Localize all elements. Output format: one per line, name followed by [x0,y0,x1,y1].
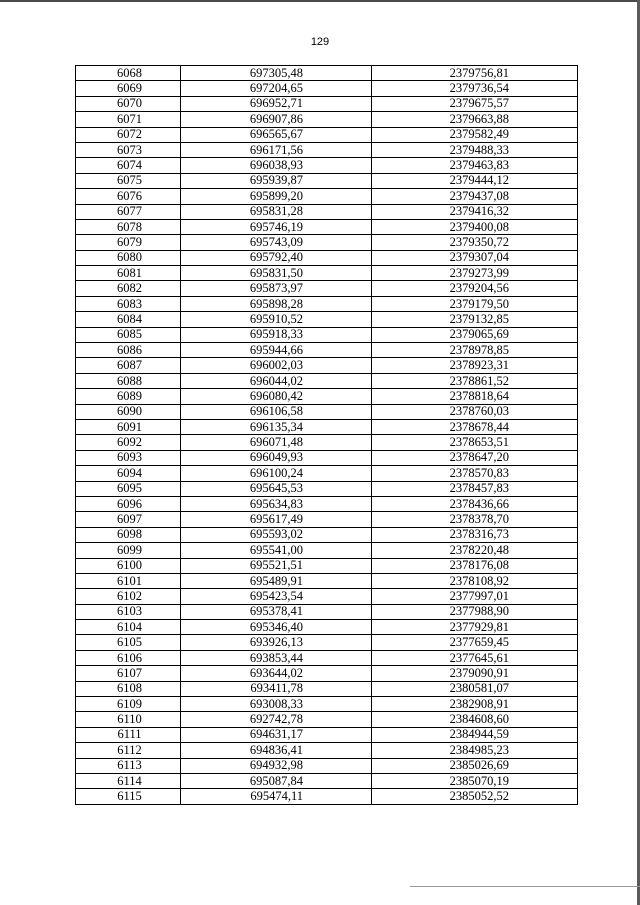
point-number-cell: 6082 [76,281,181,296]
table-row [76,343,578,358]
table-row [76,466,578,481]
point-number-cell: 6096 [76,496,181,511]
y-coordinate-cell: 2378176,08 [372,558,578,573]
table-row [76,142,578,157]
y-coordinate-cell: 2377659,45 [372,635,578,650]
table-row [76,481,578,496]
point-number-cell: 6079 [76,235,181,250]
x-coordinate-cell: 695944,66 [181,343,372,358]
point-number-cell: 6084 [76,312,181,327]
y-coordinate-cell: 2377988,90 [372,604,578,619]
x-coordinate-cell: 695831,28 [181,204,372,219]
table-row [76,635,578,650]
y-coordinate-cell: 2382908,91 [372,697,578,712]
x-coordinate-cell: 696106,58 [181,404,372,419]
x-coordinate-cell: 696038,93 [181,158,372,173]
table-row [76,389,578,404]
y-coordinate-cell: 2379416,32 [372,204,578,219]
point-number-cell: 6071 [76,112,181,127]
y-coordinate-cell: 2379132,85 [372,312,578,327]
point-number-cell: 6101 [76,573,181,588]
point-number-cell: 6113 [76,758,181,773]
x-coordinate-cell: 695746,19 [181,219,372,234]
point-number-cell: 6093 [76,450,181,465]
point-number-cell: 6087 [76,358,181,373]
table-row [76,527,578,542]
point-number-cell: 6107 [76,666,181,681]
scan-line-bottom [410,886,640,887]
point-number-cell: 6110 [76,712,181,727]
y-coordinate-cell: 2378861,52 [372,373,578,388]
x-coordinate-cell: 696952,71 [181,96,372,111]
table-row [76,312,578,327]
table-row [76,743,578,758]
x-coordinate-cell: 693644,02 [181,666,372,681]
x-coordinate-cell: 695423,54 [181,589,372,604]
x-coordinate-cell: 695521,51 [181,558,372,573]
point-number-cell: 6105 [76,635,181,650]
table-row [76,604,578,619]
point-number-cell: 6100 [76,558,181,573]
x-coordinate-cell: 697204,65 [181,81,372,96]
y-coordinate-cell: 2384944,59 [372,727,578,742]
y-coordinate-cell: 2384608,60 [372,712,578,727]
x-coordinate-cell: 696565,67 [181,127,372,142]
x-coordinate-cell: 694631,17 [181,727,372,742]
y-coordinate-cell: 2378678,44 [372,419,578,434]
x-coordinate-cell: 695489,91 [181,573,372,588]
table-row [76,697,578,712]
table-row [76,127,578,142]
point-number-cell: 6098 [76,527,181,542]
table-row [76,173,578,188]
x-coordinate-cell: 693008,33 [181,697,372,712]
table-row [76,327,578,342]
x-coordinate-cell: 695593,02 [181,527,372,542]
table-row [76,81,578,96]
point-number-cell: 6083 [76,296,181,311]
x-coordinate-cell: 695899,20 [181,189,372,204]
table-row [76,650,578,665]
coordinates-table [75,65,578,805]
y-coordinate-cell: 2379463,83 [372,158,578,173]
y-coordinate-cell: 2379204,56 [372,281,578,296]
x-coordinate-cell: 695474,11 [181,789,372,804]
y-coordinate-cell: 2379444,12 [372,173,578,188]
point-number-cell: 6092 [76,435,181,450]
table-row [76,358,578,373]
table-row [76,435,578,450]
x-coordinate-cell: 696171,56 [181,142,372,157]
y-coordinate-cell: 2378647,20 [372,450,578,465]
point-number-cell: 6109 [76,697,181,712]
y-coordinate-cell: 2377997,01 [372,589,578,604]
point-number-cell: 6108 [76,681,181,696]
point-number-cell: 6111 [76,727,181,742]
point-number-cell: 6090 [76,404,181,419]
table-row [76,189,578,204]
point-number-cell: 6078 [76,219,181,234]
point-number-cell: 6077 [76,204,181,219]
point-number-cell: 6081 [76,266,181,281]
x-coordinate-cell: 694836,41 [181,743,372,758]
y-coordinate-cell: 2379437,08 [372,189,578,204]
table-row [76,373,578,388]
y-coordinate-cell: 2377645,61 [372,650,578,665]
point-number-cell: 6080 [76,250,181,265]
point-number-cell: 6089 [76,389,181,404]
y-coordinate-cell: 2377929,81 [372,620,578,635]
table-row [76,512,578,527]
point-number-cell: 6095 [76,481,181,496]
point-number-cell: 6091 [76,419,181,434]
table-row [76,404,578,419]
x-coordinate-cell: 695939,87 [181,173,372,188]
table-row [76,712,578,727]
x-coordinate-cell: 696049,93 [181,450,372,465]
table-row [76,773,578,788]
table-row [76,235,578,250]
x-coordinate-cell: 695087,84 [181,773,372,788]
x-coordinate-cell: 695378,41 [181,604,372,619]
x-coordinate-cell: 695910,52 [181,312,372,327]
x-coordinate-cell: 696002,03 [181,358,372,373]
x-coordinate-cell: 695831,50 [181,266,372,281]
x-coordinate-cell: 695743,09 [181,235,372,250]
table-row [76,204,578,219]
point-number-cell: 6088 [76,373,181,388]
x-coordinate-cell: 695346,40 [181,620,372,635]
y-coordinate-cell: 2385026,69 [372,758,578,773]
x-coordinate-cell: 696071,48 [181,435,372,450]
coordinates-table-body [76,66,578,805]
y-coordinate-cell: 2379663,88 [372,112,578,127]
table-row [76,219,578,234]
x-coordinate-cell: 694932,98 [181,758,372,773]
x-coordinate-cell: 695898,28 [181,296,372,311]
y-coordinate-cell: 2379065,69 [372,327,578,342]
table-row [76,296,578,311]
page-number: 129 [310,36,330,48]
table-row [76,558,578,573]
y-coordinate-cell: 2379675,57 [372,96,578,111]
table-row [76,573,578,588]
point-number-cell: 6068 [76,66,181,81]
x-coordinate-cell: 693926,13 [181,635,372,650]
table-row [76,789,578,804]
y-coordinate-cell: 2379736,54 [372,81,578,96]
table-row [76,66,578,81]
point-number-cell: 6086 [76,343,181,358]
x-coordinate-cell: 695792,40 [181,250,372,265]
table-row [76,158,578,173]
point-number-cell: 6103 [76,604,181,619]
y-coordinate-cell: 2379400,08 [372,219,578,234]
table-row [76,419,578,434]
x-coordinate-cell: 695634,83 [181,496,372,511]
y-coordinate-cell: 2379756,81 [372,66,578,81]
y-coordinate-cell: 2378457,83 [372,481,578,496]
table-row [76,450,578,465]
table-row [76,112,578,127]
table-row [76,727,578,742]
x-coordinate-cell: 696080,42 [181,389,372,404]
table-row [76,281,578,296]
point-number-cell: 6069 [76,81,181,96]
y-coordinate-cell: 2378978,85 [372,343,578,358]
point-number-cell: 6097 [76,512,181,527]
x-coordinate-cell: 693411,78 [181,681,372,696]
y-coordinate-cell: 2379273,99 [372,266,578,281]
y-coordinate-cell: 2378108,92 [372,573,578,588]
point-number-cell: 6114 [76,773,181,788]
y-coordinate-cell: 2378653,51 [372,435,578,450]
y-coordinate-cell: 2378436,66 [372,496,578,511]
point-number-cell: 6102 [76,589,181,604]
x-coordinate-cell: 696100,24 [181,466,372,481]
y-coordinate-cell: 2378923,31 [372,358,578,373]
table-row [76,681,578,696]
point-number-cell: 6106 [76,650,181,665]
x-coordinate-cell: 695645,53 [181,481,372,496]
point-number-cell: 6112 [76,743,181,758]
x-coordinate-cell: 695873,97 [181,281,372,296]
y-coordinate-cell: 2379488,33 [372,142,578,157]
table-row [76,543,578,558]
table-row [76,620,578,635]
y-coordinate-cell: 2379582,49 [372,127,578,142]
y-coordinate-cell: 2379307,04 [372,250,578,265]
table-row [76,266,578,281]
y-coordinate-cell: 2378220,48 [372,543,578,558]
point-number-cell: 6073 [76,142,181,157]
x-coordinate-cell: 697305,48 [181,66,372,81]
y-coordinate-cell: 2385052,52 [372,789,578,804]
x-coordinate-cell: 692742,78 [181,712,372,727]
point-number-cell: 6099 [76,543,181,558]
y-coordinate-cell: 2379350,72 [372,235,578,250]
y-coordinate-cell: 2385070,19 [372,773,578,788]
x-coordinate-cell: 696044,02 [181,373,372,388]
y-coordinate-cell: 2384985,23 [372,743,578,758]
y-coordinate-cell: 2378316,73 [372,527,578,542]
x-coordinate-cell: 695918,33 [181,327,372,342]
table-row [76,96,578,111]
x-coordinate-cell: 695541,00 [181,543,372,558]
y-coordinate-cell: 2379179,50 [372,296,578,311]
y-coordinate-cell: 2379090,91 [372,666,578,681]
point-number-cell: 6076 [76,189,181,204]
point-number-cell: 6094 [76,466,181,481]
y-coordinate-cell: 2378378,70 [372,512,578,527]
table-row [76,496,578,511]
table-row [76,666,578,681]
table-row [76,250,578,265]
point-number-cell: 6115 [76,789,181,804]
y-coordinate-cell: 2378760,03 [372,404,578,419]
table-row [76,758,578,773]
point-number-cell: 6070 [76,96,181,111]
table-row [76,589,578,604]
point-number-cell: 6072 [76,127,181,142]
y-coordinate-cell: 2378818,64 [372,389,578,404]
y-coordinate-cell: 2378570,83 [372,466,578,481]
y-coordinate-cell: 2380581,07 [372,681,578,696]
point-number-cell: 6074 [76,158,181,173]
x-coordinate-cell: 693853,44 [181,650,372,665]
x-coordinate-cell: 696135,34 [181,419,372,434]
scan-edge-top [0,0,640,2]
point-number-cell: 6085 [76,327,181,342]
x-coordinate-cell: 695617,49 [181,512,372,527]
point-number-cell: 6104 [76,620,181,635]
point-number-cell: 6075 [76,173,181,188]
x-coordinate-cell: 696907,86 [181,112,372,127]
